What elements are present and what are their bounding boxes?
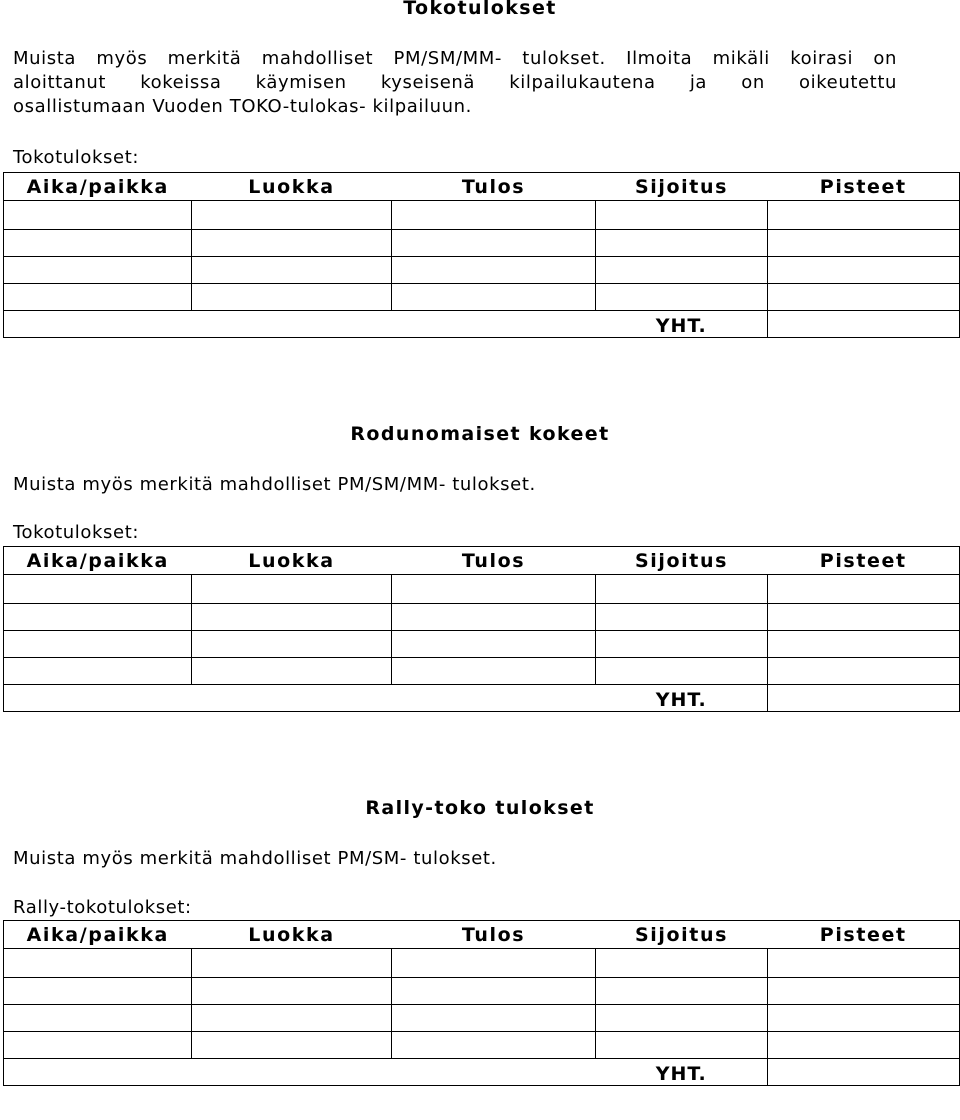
table-cell[interactable] [596,1032,768,1059]
table-cell[interactable] [4,1032,192,1059]
section2-intro: Muista myös merkitä mahdolliset PM/SM/MM- tulokset. [13,474,536,495]
table-cell[interactable] [392,604,596,631]
section1-table-label: Tokotulokset: [13,147,140,168]
table-row [4,201,960,230]
table-cell[interactable] [596,1005,768,1032]
table-cell[interactable] [192,604,392,631]
table-cell[interactable] [392,949,596,978]
table-cell[interactable] [768,201,960,230]
table-cell[interactable] [192,978,392,1005]
table-cell[interactable] [4,604,192,631]
table-header-row [4,547,960,575]
table-cell[interactable] [392,257,596,284]
section1-heading: Tokotulokset [403,0,557,19]
section3-table-label: Rally-tokotulokset: [13,897,192,918]
column-header: Sijoitus [596,921,768,949]
table-cell[interactable] [4,201,192,230]
column-header: Tulos [392,921,596,949]
section2-results-table [3,546,960,712]
total-value-cell[interactable] [768,311,960,338]
table-cell[interactable] [392,1032,596,1059]
section1-results-table [3,172,960,338]
table-cell[interactable] [192,257,392,284]
total-value-cell[interactable] [768,1059,960,1086]
table-cell[interactable] [596,978,768,1005]
table-cell[interactable] [768,631,960,658]
table-cell[interactable] [392,658,596,685]
table-cell[interactable] [768,949,960,978]
total-spacer [4,1059,596,1086]
table-cell[interactable] [392,978,596,1005]
table-header-row [4,921,960,949]
table-cell[interactable] [192,230,392,257]
table-row [4,658,960,685]
table-cell[interactable] [596,658,768,685]
table-cell[interactable] [392,284,596,311]
table-cell[interactable] [392,631,596,658]
table-cell[interactable] [768,1032,960,1059]
table-cell[interactable] [192,575,392,604]
total-value-cell[interactable] [768,685,960,712]
table-cell[interactable] [768,284,960,311]
section2-heading: Rodunomaiset kokeet [350,423,610,445]
table-cell[interactable] [768,575,960,604]
table-cell[interactable] [4,230,192,257]
table-cell[interactable] [4,658,192,685]
total-label: YHT. [596,685,768,712]
column-header: Sijoitus [596,173,768,201]
table-cell[interactable] [192,201,392,230]
table-cell[interactable] [392,201,596,230]
table-cell[interactable] [768,230,960,257]
column-header: Aika/paikka [4,547,192,575]
table-cell[interactable] [392,575,596,604]
table-cell[interactable] [4,1005,192,1032]
table-cell[interactable] [392,1005,596,1032]
table-cell[interactable] [192,631,392,658]
column-header: Sijoitus [596,547,768,575]
column-header: Luokka [192,547,392,575]
total-row [4,1059,960,1086]
table-row [4,230,960,257]
table-cell[interactable] [4,257,192,284]
table-row [4,257,960,284]
table-cell[interactable] [596,631,768,658]
table-row [4,949,960,978]
table-cell[interactable] [192,1005,392,1032]
column-header: Aika/paikka [4,173,192,201]
column-header: Pisteet [768,173,960,201]
table-cell[interactable] [596,201,768,230]
table-cell[interactable] [4,575,192,604]
table-cell[interactable] [768,658,960,685]
section1-intro-line-1: Muista myös merkitä mahdolliset PM/SM/MM- tulokset. Ilmoita mikäli koirasi on [13,48,897,69]
column-header: Pisteet [768,547,960,575]
table-cell[interactable] [192,949,392,978]
table-cell[interactable] [192,658,392,685]
table-row [4,978,960,1005]
table-cell[interactable] [4,631,192,658]
column-header: Tulos [392,547,596,575]
section2-table-label: Tokotulokset: [13,522,140,543]
table-cell[interactable] [4,978,192,1005]
table-cell[interactable] [596,284,768,311]
column-header: Pisteet [768,921,960,949]
table-header-row [4,173,960,201]
column-header: Luokka [192,921,392,949]
table-cell[interactable] [596,575,768,604]
table-cell[interactable] [768,1005,960,1032]
table-cell[interactable] [596,604,768,631]
table-cell[interactable] [4,949,192,978]
column-header: Luokka [192,173,392,201]
section3-results-table [3,920,960,1086]
total-spacer [4,311,596,338]
table-cell[interactable] [768,604,960,631]
section3-heading: Rally-toko tulokset [365,797,595,819]
section1-intro-line-2: aloittanut kokeissa käymisen kyseisenä kilpailukautena ja on oikeutettu [13,72,897,93]
table-row [4,631,960,658]
table-row [4,604,960,631]
table-cell[interactable] [392,230,596,257]
table-cell[interactable] [768,257,960,284]
column-header: Tulos [392,173,596,201]
column-header: Aika/paikka [4,921,192,949]
total-row [4,311,960,338]
table-cell[interactable] [192,284,392,311]
table-row [4,284,960,311]
table-cell[interactable] [4,284,192,311]
table-row [4,575,960,604]
total-row [4,685,960,712]
total-label: YHT. [596,311,768,338]
table-cell[interactable] [192,1032,392,1059]
total-label: YHT. [596,1059,768,1086]
section1-intro-line-3: osallistumaan Vuoden TOKO-tulokas- kilpailuun. [13,96,472,117]
table-cell[interactable] [596,949,768,978]
table-cell[interactable] [596,230,768,257]
table-row [4,1032,960,1059]
table-row [4,1005,960,1032]
table-cell[interactable] [596,257,768,284]
table-cell[interactable] [768,978,960,1005]
total-spacer [4,685,596,712]
section3-intro: Muista myös merkitä mahdolliset PM/SM- tulokset. [13,848,497,869]
